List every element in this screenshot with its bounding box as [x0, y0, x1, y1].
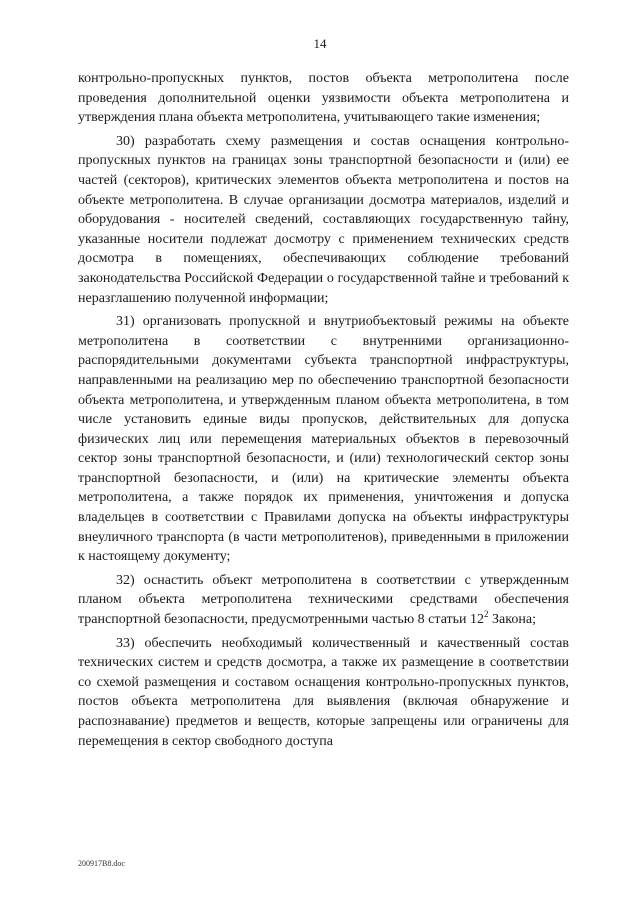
- document-file-code: 200917B8.doc: [78, 859, 125, 868]
- page-number: 14: [313, 36, 327, 51]
- paragraph-continuation: контрольно-пропускных пунктов, постов объекта метрополитена после проведения дополнительной оценки уязвимости объекта метрополитена и утверждения плана объекта метрополитена, учитывающего такие изменения;: [78, 71, 569, 126]
- paragraph-item-33: 33) обеспечить необходимый количественный и качественный состав технических систем и средств досмотра, а также их размещение в соответствии со схемой размещения и составом оснащения контрольно-пропускных пунктов, постов объекта метрополитена для выявления (включая обнаружение и распознавание) предметов и веществ, которые запрещены или ограничены для перемещения в сектор свободного доступа: [78, 635, 569, 749]
- paragraph-item-31: 31) организовать пропускной и внутриобъектовый режимы на объекте метрополитена в соответствии с внутренними организационно-распорядительными документами субъекта транспортной инфраструктуры, направленными на реализацию мер по обеспечению транспортной безопасности объекта метрополитена, и утвержденным планом объекта метрополитена, в том числе установить единые виды пропусков, действительных для допуска физических лиц или перемещения материальных объектов в перевозочный сектор зоны транспортной безопасности, и (или) технологический сектор зоны транспортной безопасности, и (или) на критические элементы объекта метрополитена, а также порядок их применения, уничтожения и допуска владельцев в соответствии с Правилами допуска на объекты инфраструктуры внеуличного транспорта (в части метрополитенов), приведенными в приложении к настоящему документу;: [78, 314, 569, 565]
- paragraph-item-30: 30) разработать схему размещения и состав оснащения контрольно-пропускных пунктов на границах зоны транспортной безопасности и (или) ее частей (секторов), критических элементов объекта метрополитена и постов на объекте метрополитена. В случае организации досмотра материалов, изделий и оборудования - носителей сведений, составляющих государственную тайну, указанные носители подлежат досмотру с применением технических средств досмотра в помещениях, обеспечивающих соблюдение требований законодательства Российской Федерации о государственной тайне и требований к неразглашению полученной информации;: [78, 133, 569, 306]
- paragraph-item-32-tail: Закона;: [488, 612, 536, 628]
- paragraph-item-32-main: 32) оснастить объект метрополитена в соответствии с утвержденным планом объекта метрополитена техническими средствами обеспечения транспортной безопасности, предусмотренными частью 8 статьи 12: [78, 572, 569, 628]
- paragraph-item-32: [78, 571, 569, 630]
- superscript-article-number: 2: [484, 609, 489, 620]
- document-body: [78, 69, 569, 755]
